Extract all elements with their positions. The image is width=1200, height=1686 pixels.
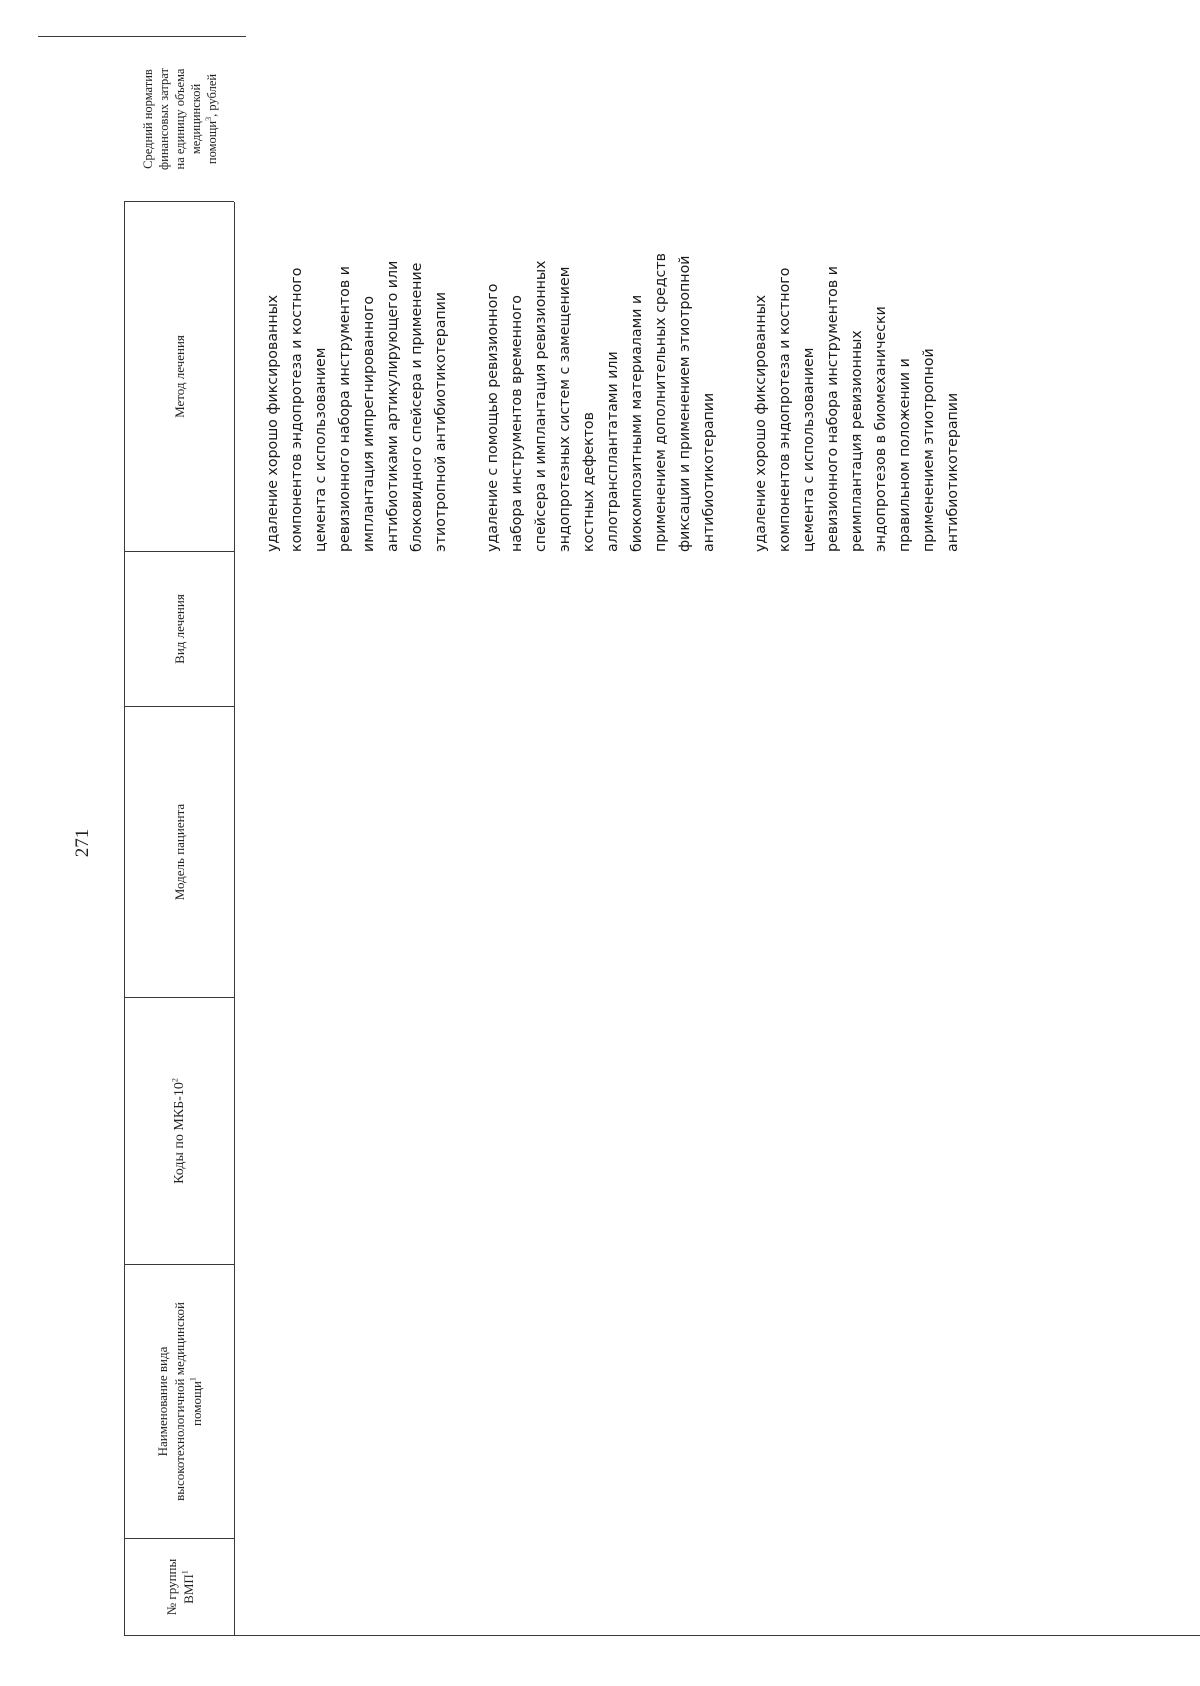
footnote-2-mark: 2 <box>170 1078 180 1083</box>
header-icd-codes: Коды по МКБ-$10^2$ <box>170 1078 187 1184</box>
header-treatment-type: Вид лечения <box>172 594 187 664</box>
header-avg-cost-line2: финансовых затрат <box>156 68 171 170</box>
method-line: антибиотикотерапии <box>945 392 961 552</box>
page-number: 271 <box>72 828 93 858</box>
method-line: удаление с помощью ревизионного <box>485 283 501 552</box>
method-line: антибиотикотерапии <box>701 392 717 552</box>
header-vmp-name <box>125 1265 234 1538</box>
method-line: цемента с использованием <box>801 347 817 552</box>
footnote-1-mark: 1 <box>180 1570 190 1575</box>
header-bottom-rule <box>234 202 235 1636</box>
method-line: спейсера и имплантация ревизионных <box>533 260 549 552</box>
header-vmp-name-line2: высокотехнологичной медицинской <box>172 1302 187 1501</box>
footnote-1-mark: 1 <box>188 1377 198 1382</box>
method-line: этиотропной антибиотикотерапии <box>433 291 449 552</box>
header-vmp-name-line3: помощи$^1$ <box>188 1377 204 1426</box>
method-item-3 <box>749 157 965 552</box>
method-item-2 <box>481 157 721 552</box>
table-left-rule <box>124 1635 1200 1636</box>
method-line: набора инструментов временного <box>509 295 525 552</box>
header-group-no-line1: № группы <box>163 1558 179 1616</box>
method-line: ревизионного набора инструментов и <box>825 266 841 552</box>
header-treatment-method: Метод лечения <box>172 335 187 418</box>
method-line: удаление хорошо фиксированных <box>265 294 281 552</box>
method-line: реимплантация ревизионных <box>849 330 865 552</box>
method-line: фиксации и применением этиотропной <box>677 255 693 552</box>
header-avg-cost-line1: Средний норматив <box>140 69 155 169</box>
header-avg-cost-line5: помощи$^3$, рублей <box>203 73 219 165</box>
method-line: правильном положении и <box>897 358 913 552</box>
footnote-3-mark: 3 <box>203 116 213 121</box>
header-group-no-line2: ВМП$^1$ <box>180 1570 196 1604</box>
header-avg-cost-line3: на единицу объема <box>172 68 187 170</box>
header-group-no <box>125 1539 234 1635</box>
header-avg-cost <box>125 37 234 201</box>
method-line: блоковидного спейсера и применение <box>409 262 425 552</box>
method-line: цемента с использованием <box>313 347 329 552</box>
method-line: имплантация импрегнированного <box>361 295 377 552</box>
method-line: эндопротезных систем с замещением <box>557 266 573 552</box>
method-line: костных дефектов <box>581 412 597 552</box>
method-line: компонентов эндопротеза и костного <box>289 267 305 552</box>
method-item-1 <box>261 157 453 552</box>
method-line: применением дополнительных средств <box>653 253 669 552</box>
method-line: аллотрансплантатами или <box>605 351 621 552</box>
header-vmp-name-line1: Наименование вида <box>155 1346 170 1457</box>
method-line: применением этиотропной <box>921 348 937 552</box>
method-line: биокомпозитными материалами и <box>629 294 645 552</box>
method-line: компонентов эндопротеза и костного <box>777 267 793 552</box>
method-line: ревизионного набора инструментов и <box>337 266 353 552</box>
header-avg-cost-line4: медицинской <box>188 83 203 155</box>
treatment-methods <box>261 157 993 552</box>
method-line: удаление хорошо фиксированных <box>753 294 769 552</box>
header-patient-model: Модель пациента <box>172 803 187 901</box>
method-line: антибиотиками артикулирующего или <box>385 260 401 552</box>
method-line: эндопротезов в биомеханически <box>873 306 889 552</box>
